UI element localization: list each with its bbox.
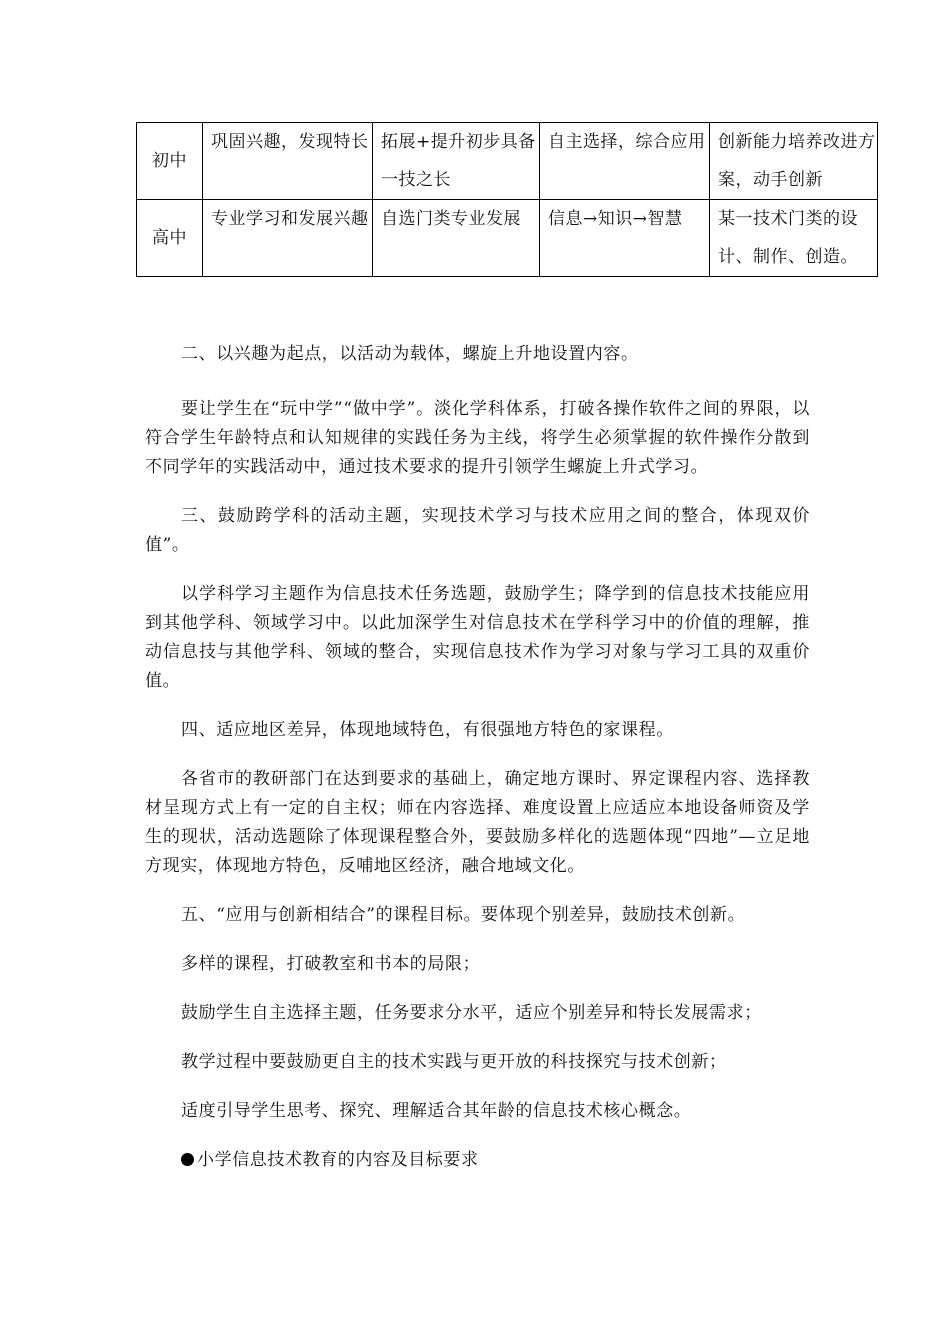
curriculum-table-grid — [136, 122, 878, 277]
table-cell: 某一技术门类的设计、制作、创造。 — [710, 200, 878, 277]
table-cell-level: 初中 — [137, 123, 203, 200]
table-row — [137, 200, 878, 277]
table-cell: 拓展+提升初步具备一技之长 — [373, 123, 540, 200]
section-heading-2: 二、以兴趣为起点，以活动为载体，螺旋上升地设置内容。 — [181, 344, 639, 364]
table-cell: 自主选择，综合应用 — [540, 123, 710, 200]
paragraph: 鼓励学生自主选择主题，任务要求分水平，适应个别差异和特长发展需求； — [181, 1003, 762, 1023]
paragraph: 教学过程中要鼓励更自主的技术实践与更开放的科技探究与技术创新； — [181, 1052, 727, 1072]
table-cell: 创新能力培养改进方案，动手创新 — [710, 123, 878, 200]
table-cell: 信息→知识→智慧 — [540, 200, 710, 277]
table-cell: 巩固兴趣，发现特长 — [203, 123, 373, 200]
bullet-heading — [145, 1146, 810, 1175]
paragraph: 以学科学习主题作为信息技术任务选题，鼓励学生；降学到的信息技术技能应用到其他学科、领域学习中。以此加深学生对信息技术在学科学习中的价值的理解，推动信息技与其他学科、领域的整合，实现信息技术作为学习对象与学习工具的双重价值。 — [145, 584, 810, 691]
curriculum-table — [136, 122, 877, 277]
table-cell: 自选门类专业发展 — [373, 200, 540, 277]
bullet-heading-text: 小学信息技术教育的内容及目标要求 — [197, 1150, 479, 1170]
table-cell-level: 高中 — [137, 200, 203, 277]
paragraph: 要让学生在“玩中学”“做中学”。淡化学科体系，打破各操作软件之间的界限，以符合学生年龄特点和认知规律的实践任务为主线，将学生必须掌握的软件操作分散到不同学年的实践活动中，通过技术要求的提升引领学生螺旋上升式学习。 — [145, 399, 810, 477]
table-row — [137, 123, 878, 200]
bullet-dot-icon — [181, 1153, 194, 1166]
document-body — [145, 340, 810, 1175]
section-heading-3: 三、鼓励跨学科的活动主题，实现技术学习与技术应用之间的整合，体现双价值”。 — [145, 506, 810, 555]
section-heading-4: 四、适应地区差异，体现地域特色，有很强地方特色的家课程。 — [181, 720, 674, 740]
table-cell: 专业学习和发展兴趣 — [203, 200, 373, 277]
paragraph: 各省市的教研部门在达到要求的基础上，确定地方课时、界定课程内容、选择教材呈现方式上有一定的自主权；师在内容选择、难度设置上应适应本地设备师资及学生的现状，活动选题除了体现课程整合外，要鼓励多样化的选题体现“四地”—立足地方现实，体现地方特色，反哺地区经济，融合地域文化。 — [145, 769, 810, 876]
paragraph: 适度引导学生思考、探究、理解适合其年龄的信息技术核心概念。 — [181, 1101, 692, 1121]
section-heading-5: 五、“应用与创新相结合”的课程目标。要体现个别差异，鼓励技术创新。 — [181, 905, 746, 925]
paragraph: 多样的课程，打破教室和书本的局限； — [181, 954, 481, 974]
